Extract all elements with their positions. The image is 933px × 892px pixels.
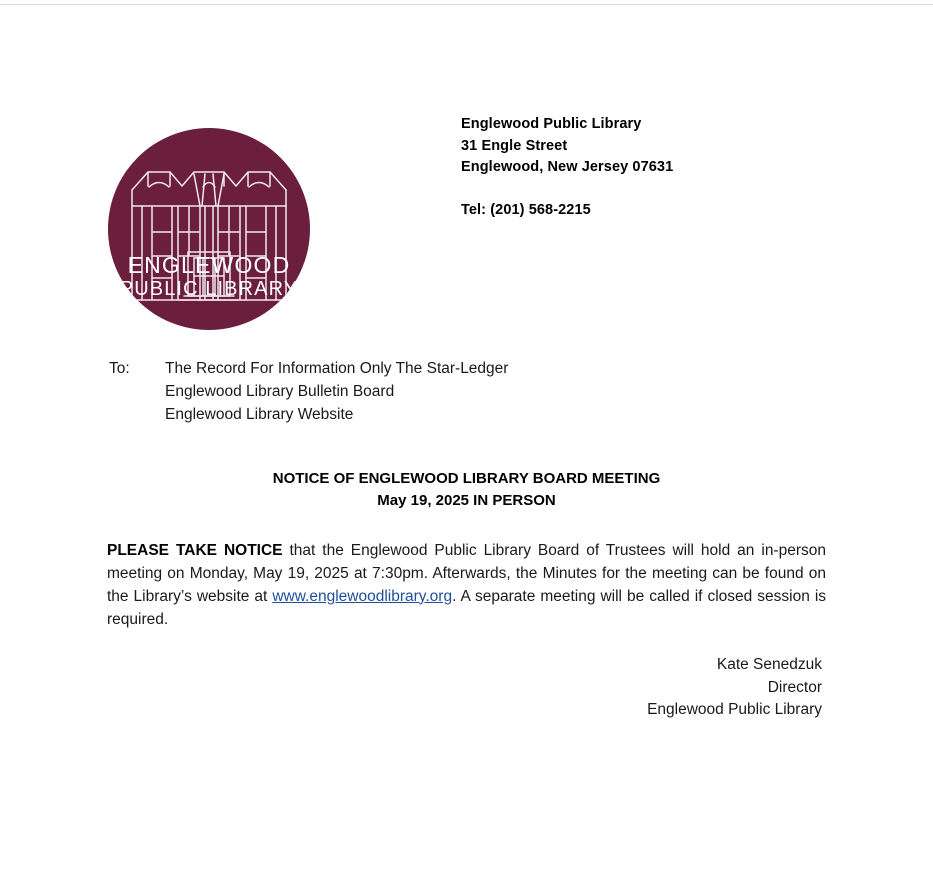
to-recipient-2: Englewood Library Bulletin Board: [165, 383, 395, 400]
to-block: [109, 357, 508, 426]
to-row-first: [109, 357, 508, 380]
body-text-before-link: that the Englewood Public Library Board of Trustees will hold an in-person meeting on Monday, May 19, 2025 at 7:30pm. Afterwards, the Minutes for the meeting can be found on the Library’s website at: [107, 541, 826, 605]
please-take-notice-lead: PLEASE TAKE NOTICE: [107, 541, 283, 559]
to-recipient-1: The Record For Information Only The Star-Ledger: [165, 360, 509, 377]
letterhead-phone: Tel: (201) 568-2215: [461, 201, 591, 218]
to-recipient-3: Englewood Library Website: [165, 406, 354, 423]
notice-body-paragraph: [107, 539, 826, 631]
letterhead: [0, 104, 933, 344]
notice-heading: [0, 468, 933, 511]
to-label-spacer: [109, 403, 165, 426]
signature-block: [0, 654, 822, 722]
logo-text-englewood: ENGLEWOOD: [127, 252, 291, 278]
signature-organization: Englewood Public Library: [647, 701, 822, 718]
letterhead-address-block: [461, 114, 673, 221]
library-website-link[interactable]: www.englewoodlibrary.org: [272, 587, 453, 605]
logo-text-public-library: PUBLIC LIBRARY: [119, 278, 299, 300]
address-line-street: 31 Engle Street: [461, 137, 568, 154]
notice-heading-line-2: May 19, 2025 IN PERSON: [377, 491, 556, 509]
notice-heading-line-1: NOTICE OF ENGLEWOOD LIBRARY BOARD MEETING: [272, 470, 661, 487]
signature-title: Director: [767, 678, 822, 696]
body-text-after-link: . A separate meeting will be called if closed session is required.: [107, 587, 827, 628]
page-top-divider: [0, 4, 933, 5]
to-row-third: [109, 403, 508, 426]
address-line-city-state-zip: Englewood, New Jersey 07631: [461, 159, 674, 175]
signature-name: Kate Senedzuk: [716, 656, 822, 673]
library-logo: [108, 128, 310, 330]
address-line-organization: Englewood Public Library: [461, 116, 642, 132]
to-label-spacer: [109, 380, 165, 403]
to-row-second: [109, 380, 508, 403]
to-label: To:: [109, 360, 130, 377]
